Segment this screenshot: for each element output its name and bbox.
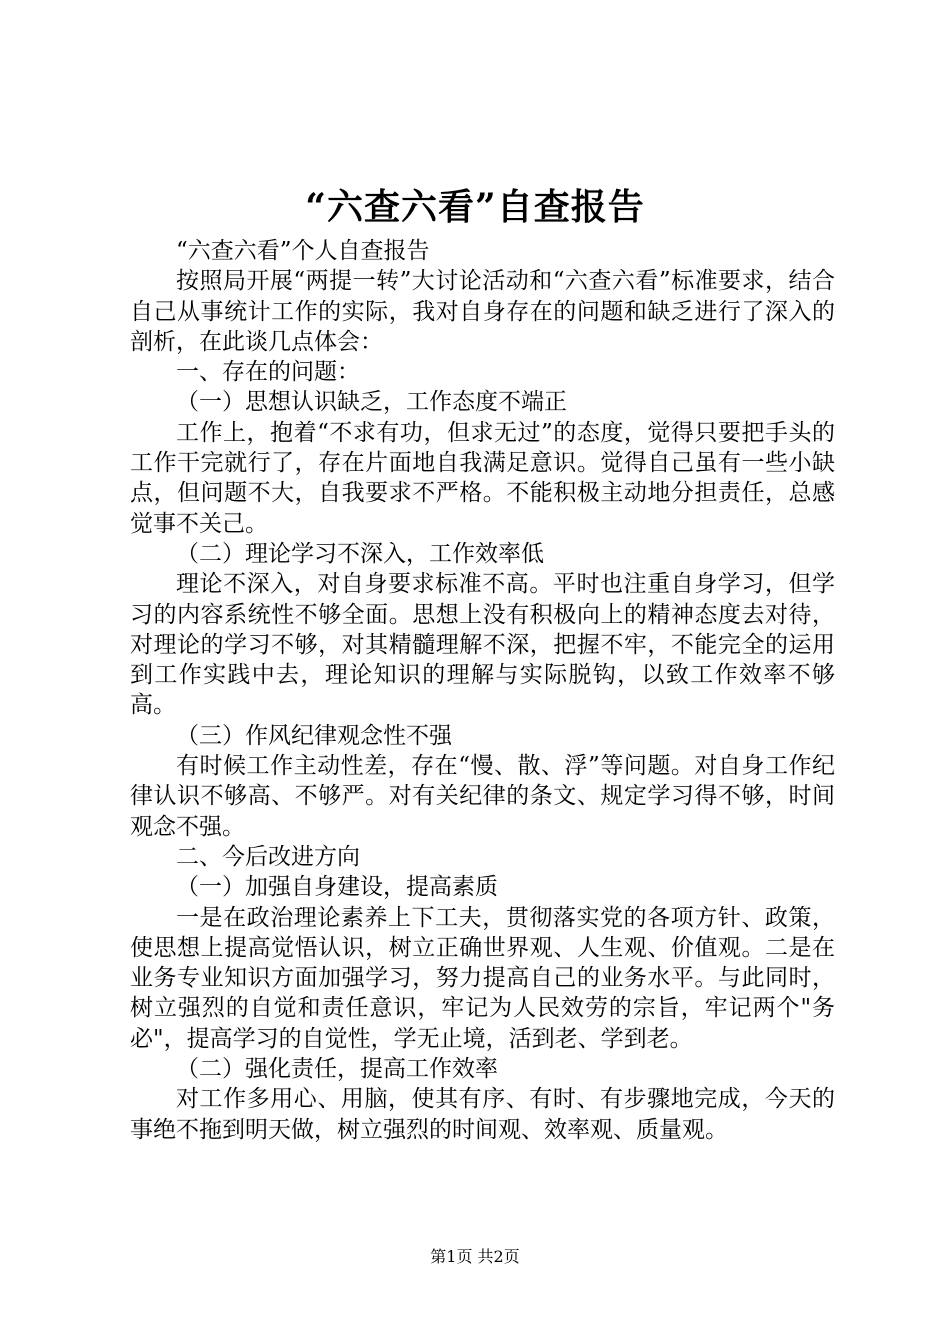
body-paragraph: 一是在政治理论素养上下工夫，贯彻落实党的各项方针、政策，使思想上提高觉悟认识，树立正确世界观、人生观、价值观。二是在业务专业知识方面加强学习，努力提高自己的业务水平。与此同时，树立强烈的自觉和责任意识，牢记为人民效劳的宗旨，牢记两个"务必"，提高学习的自觉性，学无止境，活到老、学到老。: [130, 904, 835, 1052]
page-total: 共2页: [477, 1247, 520, 1266]
subheading-self-building: （一）加强自身建设，提高素质: [176, 874, 498, 901]
section-heading-problems: 一、存在的问题：: [176, 359, 360, 386]
intro-paragraph: 按照局开展“两提一转”大讨论活动和“六查六看”标准要求，结合自己从事统计工作的实际，我对自身存在的问题和缺乏进行了深入的剖析，在此谈几点体会：: [130, 268, 835, 355]
subtitle-paragraph: “六查六看”个人自查报告: [176, 238, 430, 264]
subheading-thinking: （一）思想认识缺乏，工作态度不端正: [176, 389, 567, 416]
page-footer: [0, 1247, 950, 1267]
document-title: “六查六看”自查报告: [305, 186, 645, 228]
subheading-responsibility: （二）强化责任，提高工作效率: [176, 1056, 498, 1083]
body-paragraph: 有时候工作主动性差，存在“慢、散、浮”等问题。对自身工作纪律认识不够高、不够严。对有关纪律的条文、规定学习得不够，时间观念不强。: [130, 753, 835, 840]
section-heading-improvement: 二、今后改进方向: [176, 843, 360, 870]
body-paragraph: 工作上，抱着“不求有功，但求无过”的态度，觉得只要把手头的工作干完就行了，存在片面地自我满足意识。觉得自己虽有一些小缺点，但问题不大，自我要求不严格。不能积极主动地分担责任，总感觉事不关己。: [130, 419, 835, 537]
page-number: 第1页: [430, 1247, 473, 1266]
body-paragraph: 对工作多用心、用脑，使其有序、有时、有步骤地完成，今天的事绝不拖到明天做，树立强烈的时间观、效率观、质量观。: [130, 1086, 835, 1143]
subheading-theory: （二）理论学习不深入，工作效率低: [176, 540, 544, 567]
document-body: [130, 236, 835, 1145]
body-paragraph: 理论不深入，对自身要求标准不高。平时也注重自身学习，但学习的内容系统性不够全面。思想上没有积极向上的精神态度去对待，对理论的学习不够，对其精髓理解不深，把握不牢，不能完全的运用到工作实践中去，理论知识的理解与实际脱钩，以致工作效率不够高。: [130, 571, 835, 719]
subheading-discipline: （三）作风纪律观念性不强: [176, 722, 452, 749]
